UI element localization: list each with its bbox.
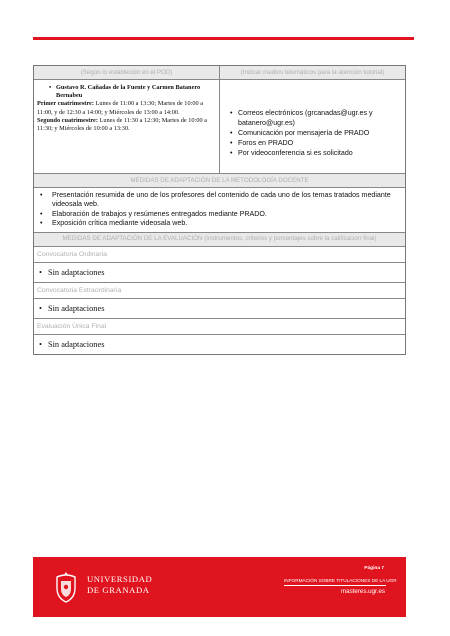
bullet-dot-icon: • bbox=[39, 267, 42, 277]
university-name bbox=[87, 574, 152, 595]
masters-site-link[interactable]: masteres.ugr.es bbox=[340, 588, 385, 595]
final-evaluation-item bbox=[34, 335, 104, 354]
final-evaluation-item-row bbox=[34, 335, 405, 354]
university-name-line1: UNIVERSIDAD bbox=[87, 574, 153, 584]
tutoring-row bbox=[34, 80, 405, 174]
column-header-row bbox=[34, 66, 405, 80]
university-crest-icon bbox=[53, 571, 79, 603]
first-semester-schedule bbox=[37, 100, 216, 116]
bullet-dot-icon: • bbox=[230, 138, 233, 147]
bullet-dot-icon: • bbox=[39, 303, 42, 313]
methodology-item bbox=[37, 219, 402, 228]
extraordinary-call-item-text: Sin adaptaciones bbox=[47, 303, 105, 313]
methodology-row bbox=[34, 188, 405, 233]
second-semester-schedule bbox=[37, 117, 216, 133]
bullet-dot-icon: • bbox=[40, 209, 43, 218]
bullet-dot-icon: • bbox=[40, 191, 43, 199]
methodology-item-text: Elaboración de trabajos y resúmenes entregados mediante PRADO. bbox=[52, 209, 267, 218]
final-evaluation-title: Evaluación Única Final bbox=[34, 319, 106, 334]
evaluation-header bbox=[34, 233, 405, 247]
evaluation-header-text: MEDIDAS DE ADAPTACIÓN DE LA EVALUACIÓN (Instrumentos, criterios y porcentajes sobre la calificación final) bbox=[62, 235, 377, 243]
methodology-header bbox=[34, 174, 405, 188]
bullet-dot-icon: • bbox=[39, 339, 42, 349]
telematic-item-text: Por videoconferencia si es solicitado bbox=[238, 148, 353, 157]
telematic-item bbox=[226, 109, 399, 129]
methodology-list bbox=[34, 188, 405, 232]
bullet-dot-icon: • bbox=[230, 128, 233, 137]
adaptation-table bbox=[33, 65, 406, 355]
telematic-item bbox=[226, 139, 399, 149]
second-semester-label: Segundo cuatrimestre: bbox=[37, 116, 98, 124]
bullet-dot-icon: • bbox=[40, 219, 43, 228]
page-number: Página 7 bbox=[364, 566, 384, 571]
professors-names: Gustavo R. Cañadas de la Fuente y Carmen Batanero Bernabeu bbox=[56, 84, 201, 100]
telematic-means-cell bbox=[220, 80, 405, 173]
bullet-dot-icon: • bbox=[49, 84, 52, 91]
telematic-item-text: Comunicación por mensajería de PRADO bbox=[238, 128, 370, 137]
ordinary-call-title-row bbox=[34, 247, 405, 263]
degree-info-link[interactable]: INFORMACIÓN SOBRE TITULACIONES DE LA UGR bbox=[284, 578, 386, 586]
methodology-item bbox=[37, 191, 402, 210]
methodology-header-text: MEDIDAS DE ADAPTACIÓN DE LA METODOLOGÍA DOCENTE bbox=[130, 176, 309, 184]
top-red-rule bbox=[33, 37, 414, 40]
ordinary-call-item-row bbox=[34, 263, 405, 283]
final-evaluation-item-text: Sin adaptaciones bbox=[47, 339, 105, 349]
extraordinary-call-item-row bbox=[34, 299, 405, 319]
first-semester-text: Lunes de 11:00 a 13:30; Martes de 10:00 a 11:00, y de 12:30 a 14:00; y Miércoles de 13:00 a 14:00. bbox=[37, 100, 204, 116]
pod-column-header: (Según lo establecido en el POD) bbox=[80, 68, 173, 76]
telematic-item-text: Foros en PRADO bbox=[238, 138, 294, 147]
ordinary-call-title: Convocatoria Ordinaria bbox=[34, 247, 107, 262]
ordinary-call-item-text: Sin adaptaciones bbox=[47, 267, 105, 277]
extraordinary-call-title-row bbox=[34, 283, 405, 299]
extraordinary-call-title: Convocatoria Extraordinaria bbox=[34, 283, 121, 298]
telematic-item bbox=[226, 149, 399, 159]
telematic-item bbox=[226, 129, 399, 139]
university-name-line2: DE GRANADA bbox=[87, 584, 150, 595]
ordinary-call-item bbox=[34, 263, 104, 282]
tutoring-schedule-cell bbox=[34, 80, 220, 173]
extraordinary-call-item bbox=[34, 299, 104, 318]
bullet-dot-icon: • bbox=[230, 109, 233, 117]
first-semester-label: Primer cuatrimestre: bbox=[37, 100, 94, 108]
methodology-item-text: Presentación resumida de uno de los profesores del contenido de cada uno de los temas tratados mediante videosala web. bbox=[52, 191, 391, 209]
footer-banner bbox=[33, 557, 406, 617]
final-evaluation-title-row bbox=[34, 319, 405, 335]
telematic-column-header: (Indicar medios telemáticos para la atención tutorial) bbox=[219, 66, 405, 80]
telematic-item-text: Correos electrónicos (grcanadas@ugr.es y batanero@ugr.es) bbox=[238, 109, 373, 127]
methodology-item bbox=[37, 210, 402, 219]
professors-item bbox=[37, 84, 216, 100]
bullet-dot-icon: • bbox=[230, 148, 233, 157]
second-semester-text: Lunes de 11:30 a 12:30; Martes de 10:00 a 11:30; y Miércoles de 10:00 a 13:30. bbox=[37, 116, 207, 133]
methodology-item-text: Exposición crítica mediante videosala web. bbox=[52, 219, 188, 228]
